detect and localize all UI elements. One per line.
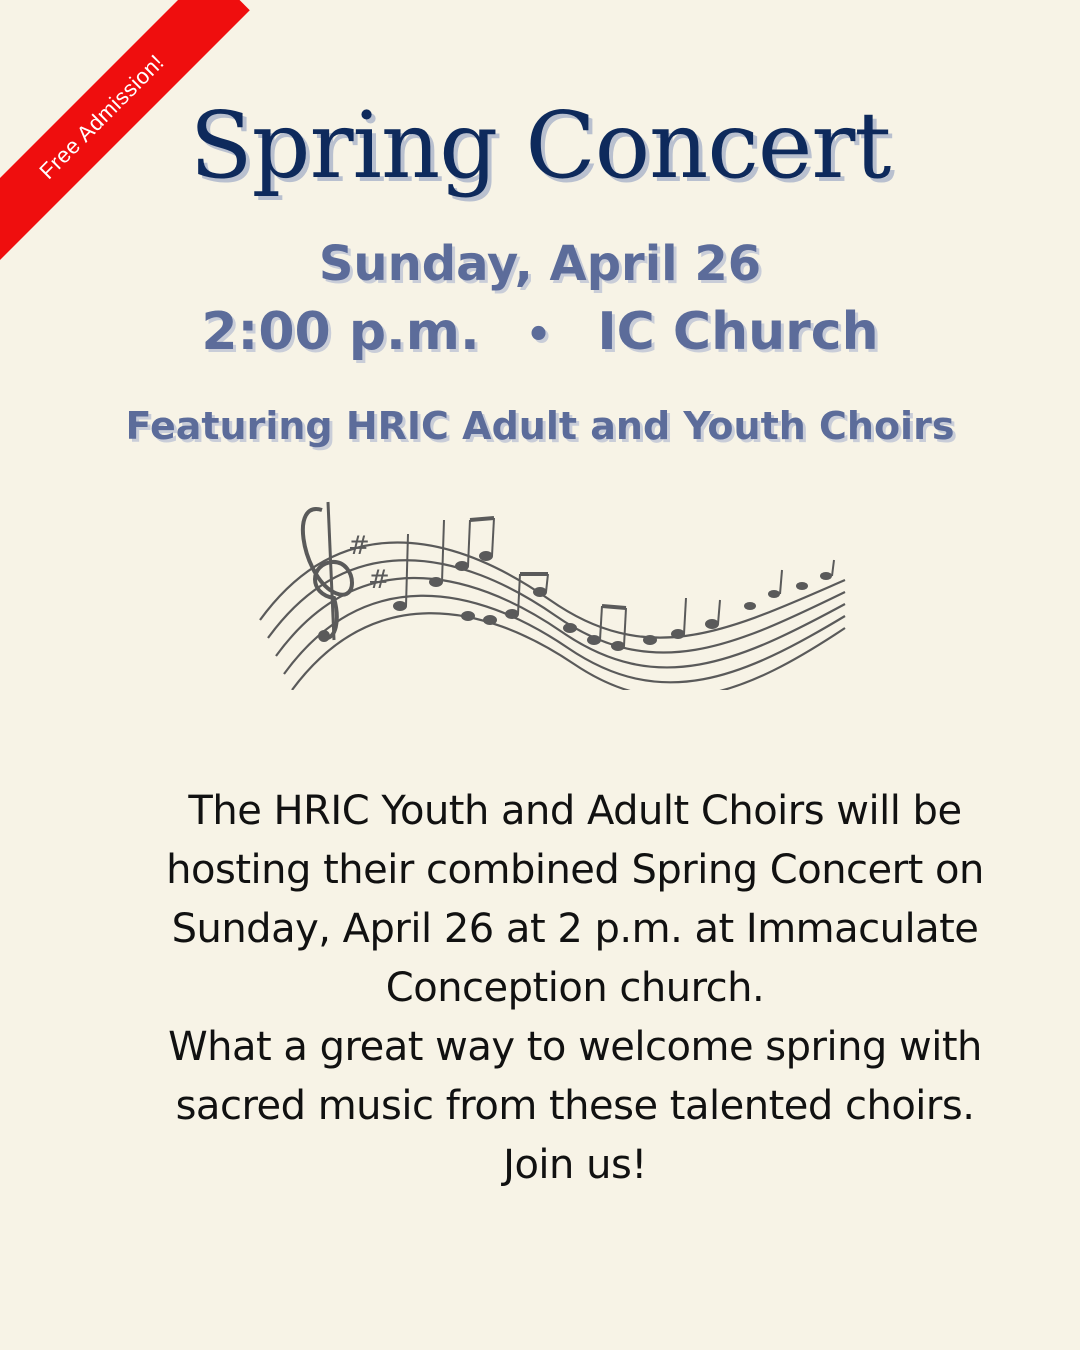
svg-text:#: # (368, 565, 390, 595)
description-line: What a great way to welcome spring with (168, 1024, 982, 1070)
concert-title: Spring Concert (189, 92, 891, 199)
event-date: Sunday, April 26 (318, 236, 762, 292)
svg-text:#: # (348, 531, 370, 561)
description-line: sacred music from these talented choirs. (175, 1083, 975, 1129)
music-staff-notes-icon (250, 490, 850, 690)
event-location: IC Church (597, 302, 879, 362)
ribbon-label: Free Admission! (34, 49, 169, 184)
event-time-location (0, 302, 1080, 362)
event-time: 2:00 p.m. (201, 302, 480, 362)
concert-description (140, 782, 1010, 1195)
description-line: The HRIC Youth and Adult Choirs will be (188, 788, 962, 834)
bullet-separator: • (525, 312, 552, 358)
description-line: Sunday, April 26 at 2 p.m. at Immaculate (171, 906, 979, 952)
featuring-line: Featuring HRIC Adult and Youth Choirs (125, 404, 955, 448)
description-line: Conception church. (385, 965, 765, 1011)
description-line: hosting their combined Spring Concert on (166, 847, 984, 893)
description-line: Join us! (503, 1142, 647, 1188)
